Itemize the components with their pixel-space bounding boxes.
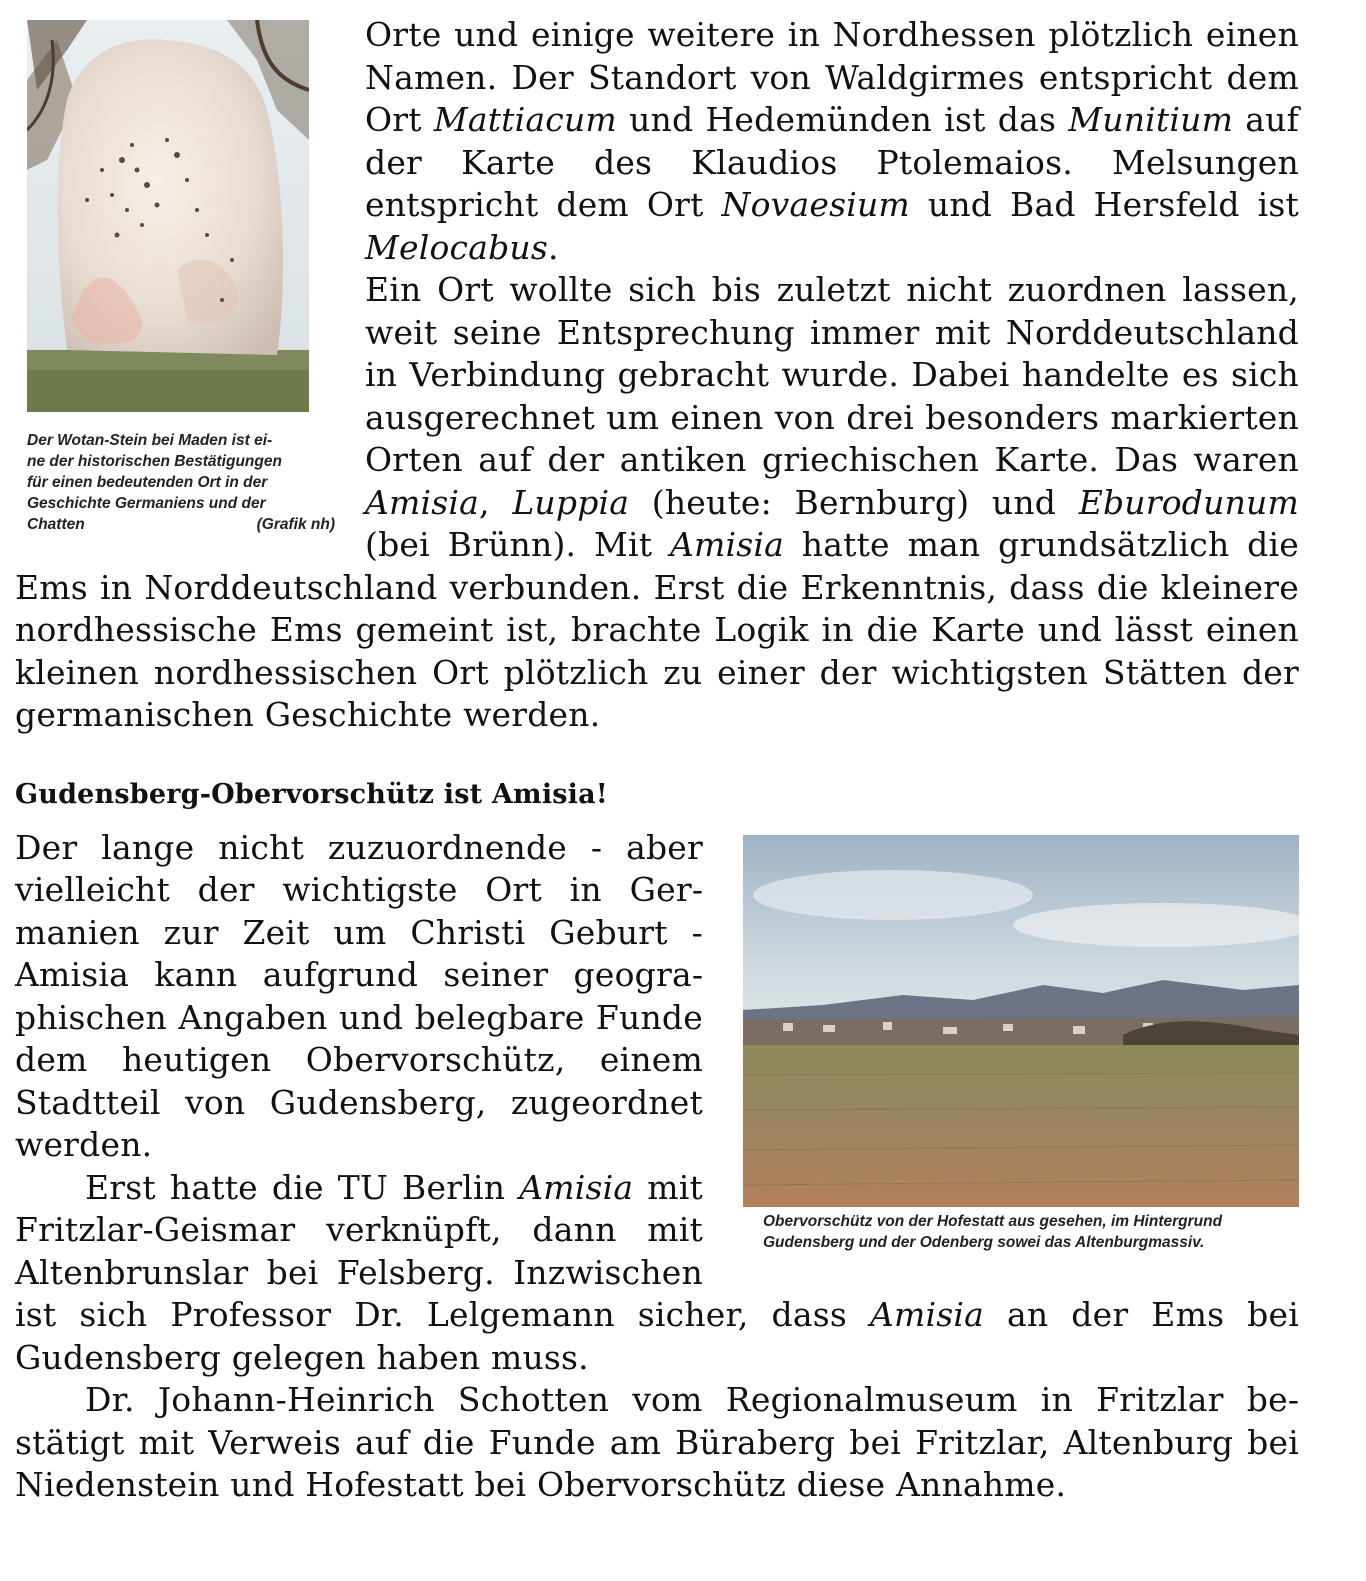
caption-line: Geschichte Germaniens und der (27, 495, 266, 512)
caption-line: Gudensberg und der Odenberg sowei das Altenburgmassiv. (763, 1233, 1205, 1251)
place-name: Amisia (365, 482, 480, 522)
figure-left-caption (27, 430, 335, 535)
place-name: Novaesium (721, 185, 910, 224)
section-heading: Gudensberg-Obervorschütz ist Amisia! (15, 778, 608, 810)
place-name: Luppia (512, 482, 630, 522)
stone-photo (27, 20, 309, 412)
paragraph-5: Dr. Johann-Heinrich Schotten vom Regionalmuseum in Fritzlar bestätigt mit Verweis auf die Funde am Büraberg bei Fritzlar, Altenburg bei Niedenstein und Hofestatt bei Obervorschütz diese Annahme. (15, 1380, 1299, 1504)
caption-line: ne der historischen Bestätigungen (27, 453, 282, 470)
figure-wotan-stein (27, 20, 335, 535)
field-photo (743, 835, 1299, 1207)
standing-stone-image (27, 20, 309, 412)
paragraph-1: Orte und einige weitere in Nordhessen plötzlich einen Namen. Der Standort von Waldgirmes entspricht dem Ort Mattiacum und Hedemünden ist das Munitium auf der Karte des Klaudios Ptolemaios. Melsungen entspricht dem Ort Novaesium und Bad Hersfeld ist Melocabus. (365, 15, 1299, 267)
figure-right-caption (743, 1211, 1299, 1253)
figure-obervorschuetz (743, 835, 1299, 1253)
paragraph-4: Erst hatte die TU Berlin Amisia mit Fritzlar-Geismar verknüpft, dann mit Altenbrunslar bei Felsberg. Inzwischen ist sich Professor Dr. Lelgemann sicher, dass Amisia an der Ems bei Gudensberg gelegen haben muss. (15, 1167, 1299, 1377)
document-page (15, 14, 1299, 1507)
place-name: Amisia (519, 1167, 634, 1207)
place-name: Eburodunum (1078, 482, 1299, 522)
place-name: Amisia (869, 1295, 985, 1334)
caption-line: Obervorschütz von der Hofestatt aus gesehen, im Hintergrund (763, 1212, 1223, 1230)
place-name: Mattiacum (433, 100, 617, 139)
paragraph-3: Der lange nicht zuzuordnende - aber vielleicht der wichtigste Ort in Germanien zur Zeit um Christi Geburt - Amisia kann aufgrund seiner geographischen Angaben und belegbare Funde dem heutigen Obervorschütz, einem Stadtteil von Gudensberg, zugeordnet werden. (15, 827, 703, 1164)
place-name: Munitium (1068, 100, 1234, 139)
caption-line: Der Wotan-Stein bei Maden ist ei- (27, 432, 273, 449)
place-name: Melocabus (365, 227, 549, 267)
photo-credit: (Grafik nh) (256, 516, 335, 533)
place-name: Amisia (669, 525, 785, 564)
caption-last-line: Chatten (27, 516, 85, 533)
caption-line: für einen bedeutenden Ort in der (27, 474, 268, 491)
landscape-image (743, 835, 1299, 1207)
caption-line (27, 514, 335, 535)
paragraph-2: Ein Ort wollte sich bis zuletzt nicht zuordnen lassen, weit seine Entsprechung immer mit Norddeutschland in Verbindung gebracht wurde. Dabei handelte es sich ausgerechnet um einen von drei besonders markierten Orten auf der antiken griechischen Karte. Das waren Amisia, Luppia (heute: Bernburg) und Eburodunum (bei Brünn). Mit Amisia hatte man grundsätzlich die Ems in Norddeutschland verbunden. Erst die Erkenntnis, dass die kleinere nordhessische Ems gemeint ist, brachte Logik in die Karte und lässt einen kleinen nordhessischen Ort plötzlich zu einer der wichtigsten Stätten der germanischen Geschichte werden. (15, 270, 1299, 734)
